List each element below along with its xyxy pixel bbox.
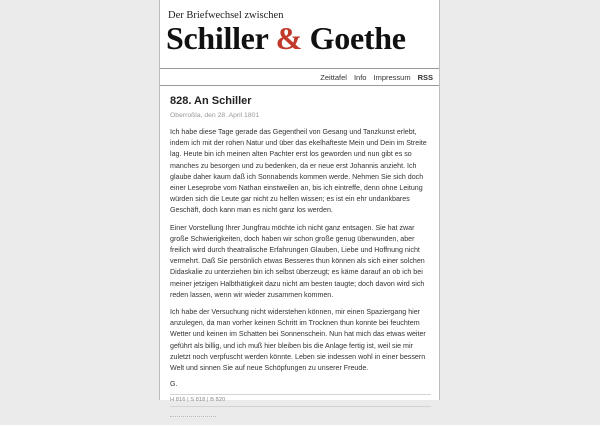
letter-title: 828. An Schiller bbox=[170, 95, 252, 107]
letter-paragraph-1: Ich habe diese Tage gerade das Gegentheil von Gesang und Tanzkunst erlebt, indem ich mit der rohen Natur und über das ekelhafteste Mein und Dein im Streite lag. Heute bin ich meinen alten Pachter erst los geworden und nun gibt es so manches zu besorgen und zu bedenken, da er neue erst Johannis anzieht. Ich glaube daher kaum daß ich Sonnabends kommen werde. Nehmen Sie sich doch einer Leseprobe vom Nathan einstweilen an, bis ich eintreffe, denn ohne Leitung würden sich die Leute gar nicht zu helfen wissen; es ist ein ehr undankbares Geschäft, doch kann man es nicht ganz los werden. bbox=[170, 128, 427, 215]
letter-paragraph-3: Ich habe der Versuchung nicht widerstehen können, mir einen Spaziergang hier anzulegen, da man vorher keinen Schritt im Trocknen thun konnte bei feuchtem Wetter und keinen im Schatten bei Sonnenschein. Nun hat mich das etwas weiter geführt als billig, und ich muß hier bleiben bis die Anlage fertig ist, weil sie mir zuletzt noch verpfuscht werden könnte. Leben sie indessen wohl in einer bessern Welt und sinnen Sie auf neue Schöpfungen zu unserer Freude. bbox=[170, 308, 426, 373]
site-title[interactable] bbox=[166, 20, 406, 57]
page-sheet bbox=[159, 0, 440, 404]
nav-rss[interactable]: RSS bbox=[417, 72, 433, 82]
letter-references[interactable]: H 816 | S 818 | B 820 bbox=[170, 394, 431, 407]
site-title-goethe: Goethe bbox=[309, 20, 406, 56]
letter-signature: G. bbox=[170, 380, 178, 389]
letter-paragraph-2: Einer Vorstellung Ihrer Jungfrau möchte ich nicht ganz entsagen. Sie hat zwar große Schwierigkeiten, doch haben wir schon große genug überwunden, aber freilich wird durch theatralische Erfahrungen Glauben, Liebe und Hoffnung nicht vermehrt. Daß Sie persönlich etwas Besseres thun können als sich einer solchen Didaskalie zu unterziehen bin ich selbst überzeugt; es käme darauf an ob ich bei meiner jetzigen Halbthätigkeit dazu nicht am besten taugte; doch davon wird sich reden lassen, wenn wir wieder zusammen kommen. bbox=[170, 223, 425, 299]
nav-info[interactable]: Info bbox=[353, 72, 367, 82]
site-title-schiller: Schiller bbox=[166, 20, 268, 56]
letter-content bbox=[160, 86, 439, 425]
site-subtitle: Der Briefwechsel zwischen bbox=[168, 10, 284, 21]
site-header bbox=[160, 0, 439, 69]
nav-impressum[interactable]: Impressum bbox=[373, 72, 411, 82]
next-section-divider bbox=[170, 416, 216, 425]
site-title-ampersand: & bbox=[275, 20, 302, 56]
letter-date: Oberroßla, den 28. April 1801 bbox=[170, 112, 260, 119]
nav-zeittafel[interactable]: Zeittafel bbox=[320, 72, 347, 82]
top-nav bbox=[160, 69, 439, 86]
